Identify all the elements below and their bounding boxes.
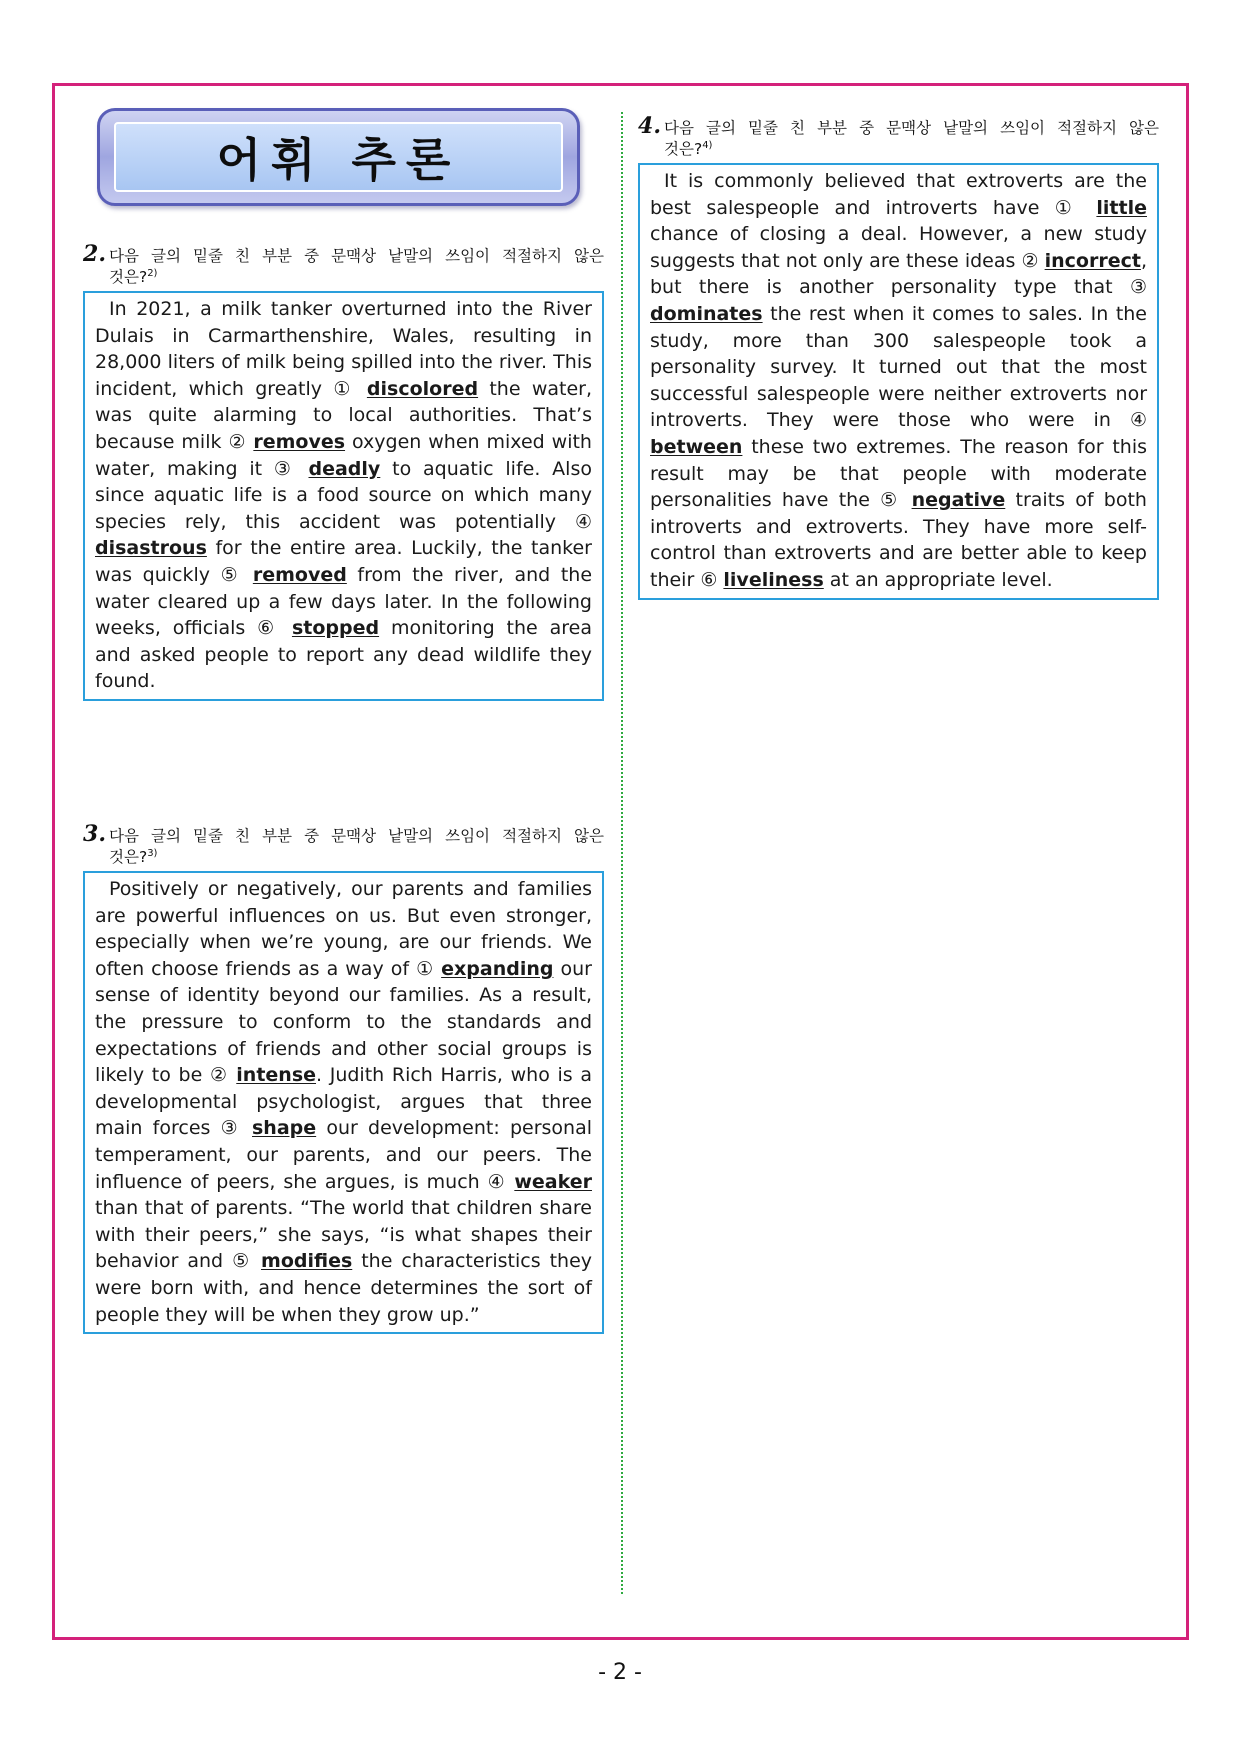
passage-text: oxygen when mixed with water, making it: [95, 430, 592, 480]
question-4-prompt: 다음 글의 밑줄 친 부분 중 문맥상 낱말의 쓰임이 적절하지 않은 것은?: [664, 119, 1159, 158]
underlined-word: removes: [253, 430, 346, 453]
section-title: 어휘 추론: [216, 133, 461, 187]
choice-marker: ⑤: [220, 563, 243, 586]
underlined-word: intense: [236, 1064, 317, 1087]
question-2-prompt: 다음 글의 밑줄 친 부분 중 문맥상 낱말의 쓰임이 적절하지 않은 것은?: [109, 247, 604, 286]
underlined-word: little: [1096, 196, 1147, 219]
choice-marker: ⑥: [257, 617, 281, 640]
choice-marker: ②: [209, 1064, 229, 1087]
question-4-passage-box: [638, 163, 1159, 600]
passage-text: these two extremes. The reason for this result may be that people with moderate personalities have the: [650, 435, 1147, 512]
choice-marker: ⑤: [880, 489, 902, 512]
question-3-footnote: 3): [147, 847, 158, 859]
question-3: [83, 821, 604, 1334]
passage-text: to aquatic life. Also since aquatic life is a food source on which many species rely, this accident was potentially: [95, 457, 592, 533]
question-2-header: [83, 241, 604, 288]
question-3-prompt: 다음 글의 밑줄 친 부분 중 문맥상 낱말의 쓰임이 적절하지 않은 것은?: [109, 827, 604, 866]
passage-text: traits of both introverts and extroverts. They have more self-control than extroverts and are better able to keep their: [650, 489, 1147, 591]
underlined-word: liveliness: [723, 568, 824, 591]
section-title-banner: [97, 108, 580, 206]
question-3-number: 3.: [83, 821, 106, 847]
choice-marker: ②: [1021, 249, 1039, 272]
question-4-header: [638, 113, 1159, 160]
passage-text: our sense of identity beyond our families. As a result, the pressure to conform to the standards and expectations of friends and other social groups is likely to be: [95, 957, 592, 1087]
page-number: - 2 -: [598, 1660, 642, 1685]
question-2-passage: [95, 296, 592, 695]
underlined-word: between: [650, 435, 743, 458]
passage-text: at an appropriate level.: [823, 568, 1053, 591]
choice-marker: ④: [574, 510, 592, 533]
underlined-word: expanding: [441, 957, 554, 980]
question-3-passage-box: [83, 871, 604, 1334]
passage-text: chance of closing a deal. However, a new study suggests that not only are these ideas: [650, 223, 1147, 272]
passage-text: the characteristics they were born with, and hence determines the sort of people they will be when they grow up.”: [95, 1250, 592, 1326]
choice-marker: ①: [1054, 196, 1082, 219]
choice-marker: ④: [1129, 409, 1147, 432]
underlined-word: incorrect: [1044, 249, 1141, 272]
underlined-word: disastrous: [95, 537, 207, 560]
passage-text: . Judith Rich Harris, who is a developmental psychologist, argues that three main forces: [95, 1064, 592, 1140]
passage-text: In 2021, a milk tanker overturned into the River Dulais in Carmarthenshire, Wales, resulting in 28,000 liters of milk being spilled into the river. This incident, which greatly: [95, 298, 592, 400]
passage-text: Positively or negatively, our parents and families are powerful influences on us. But even stronger, especially when we’re young, are our friends. We often choose friends as a way of: [95, 878, 592, 980]
passage-text: our development: personal temperament, our parents, and our peers. The influence of peers, she argues, is much: [95, 1117, 592, 1193]
underlined-word: modifies: [261, 1250, 353, 1273]
choice-marker: ⑥: [700, 568, 718, 591]
question-2: [83, 241, 604, 701]
passage-text: the rest when it comes to sales. In the study, more than 300 salespeople took a personality survey. It turned out that the most successful salespeople were neither extroverts nor introverts. They were those who were in: [650, 302, 1147, 432]
passage-text: from the river, and the water cleared up a few days later. In the following weeks, officials: [95, 563, 593, 640]
column-divider: [621, 112, 623, 1594]
section-title-inner: [114, 122, 563, 192]
choice-marker: ①: [333, 377, 356, 400]
passage-text: the water, was quite alarming to local authorities. That’s because milk: [95, 377, 592, 453]
passage-text: for the entire area. Luckily, the tanker was quickly: [95, 537, 592, 586]
underlined-word: deadly: [308, 457, 381, 480]
choice-marker: ③: [273, 457, 297, 480]
question-4-passage: [650, 168, 1147, 594]
question-4-footnote: 4): [702, 139, 713, 151]
choice-marker: ⑤: [232, 1250, 253, 1273]
underlined-word: discolored: [366, 377, 479, 400]
passage-text: than that of parents. “The world that children share with their peers,” she says, “is what shapes their behavior and: [95, 1197, 592, 1273]
question-4: [638, 113, 1159, 600]
passage-text: It is commonly believed that extroverts are the best salespeople and introverts have: [650, 170, 1147, 219]
passage-text: , but there is another personality type that: [650, 249, 1147, 299]
underlined-word: weaker: [514, 1170, 592, 1193]
question-3-passage: [95, 876, 592, 1328]
choice-marker: ③: [1129, 276, 1147, 299]
question-2-passage-box: [83, 291, 604, 701]
underlined-word: shape: [252, 1117, 317, 1140]
underlined-word: stopped: [291, 617, 380, 640]
underlined-word: negative: [911, 489, 1006, 512]
choice-marker: ②: [228, 430, 247, 453]
question-3-header: [83, 821, 604, 868]
choice-marker: ①: [416, 957, 435, 980]
underlined-word: dominates: [650, 302, 763, 325]
choice-marker: ③: [220, 1117, 242, 1140]
underlined-word: removed: [252, 563, 347, 586]
passage-text: monitoring the area and asked people to report any dead wildlife they found.: [95, 617, 592, 693]
question-2-footnote: 2): [147, 267, 158, 279]
choice-marker: ④: [487, 1170, 507, 1193]
question-4-number: 4.: [638, 113, 661, 139]
question-2-number: 2.: [83, 241, 106, 267]
